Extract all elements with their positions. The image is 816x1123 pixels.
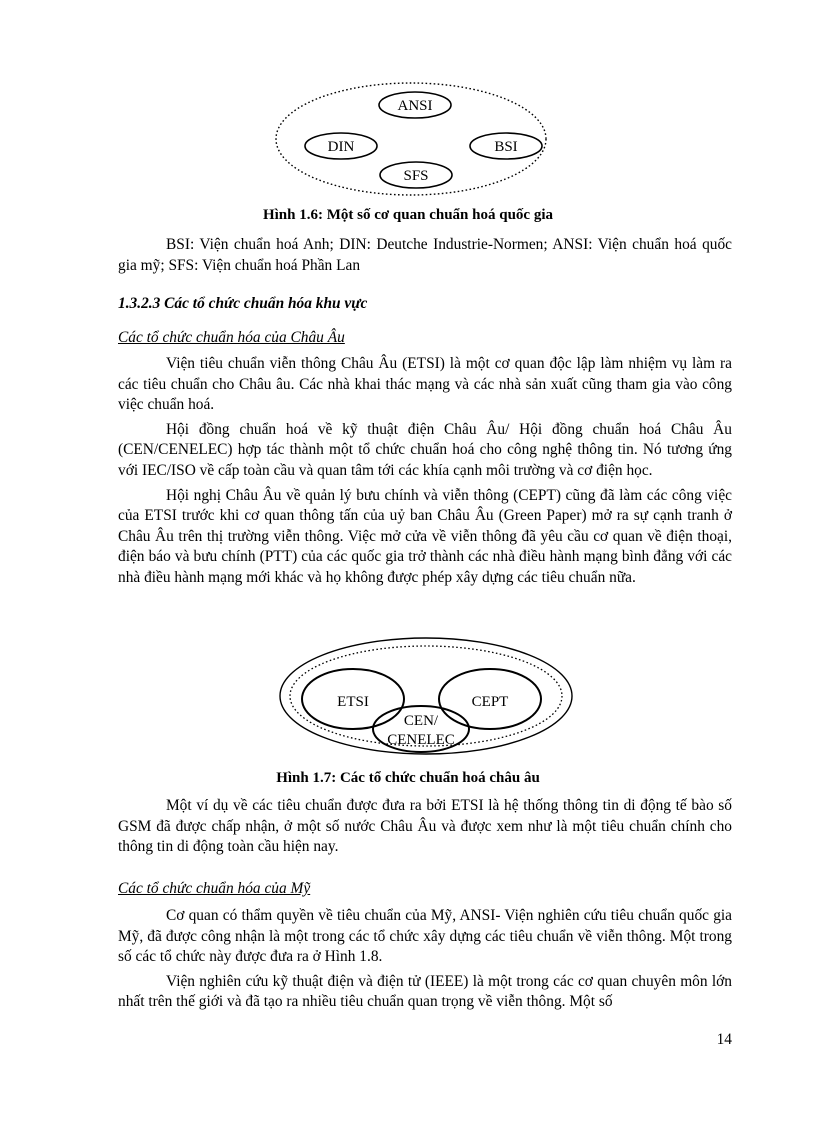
outer-ring-dotted bbox=[290, 646, 562, 746]
gsm-block bbox=[118, 796, 732, 858]
legend-block bbox=[118, 235, 732, 276]
cept-label: CEPT bbox=[471, 694, 509, 710]
legend-paragraph: BSI: Viện chuẩn hoá Anh; DIN: Deutche Industrie-Normen; ANSI: Viện chuẩn hoá quốc gia mỹ; SFS: Viện chuẩn hoá Phần Lan bbox=[118, 236, 732, 274]
usa-paragraph-2: Viện nghiên cứu kỹ thuật điện và điện tử (IEEE) là một trong các cơ quan chuyên môn lớn nhất trên thế giới và đã tạo ra nhiều tiêu chuẩn quan trọng về viễn thông. Một số bbox=[118, 972, 732, 1011]
europe-paragraph-1: Viện tiêu chuẩn viễn thông Châu Âu (ETSI) là một cơ quan độc lập làm nhiệm vụ làm ra các tiêu chuẩn cho Châu âu. Các nhà khai thác mạng và các nhà sản xuất cũng tham gia vào công việc chuẩn hoá. bbox=[118, 355, 732, 414]
usa-text-block bbox=[118, 906, 732, 1013]
europe-paragraph-2: Hội đồng chuẩn hoá về kỹ thuật điện Châu Âu/ Hội đồng chuẩn hoá Châu Âu (CEN/CENELEC) hợp tác thành một tổ chức chuẩn hoá cho công nghệ thông tin. Nó tương ứng với IEC/ISO về cấp toàn cầu và quan tâm tới các khía cạnh môi trường và cơ điện học. bbox=[118, 420, 732, 479]
etsi-label: ETSI bbox=[337, 694, 369, 710]
section-heading: 1.3.2.3 Các tổ chức chuẩn hóa khu vực bbox=[118, 295, 368, 312]
sfs-label: SFS bbox=[403, 168, 429, 184]
europe-text-block bbox=[118, 354, 732, 589]
cen-label-line-2: CENELEC bbox=[387, 732, 455, 748]
ansi-label: ANSI bbox=[397, 98, 433, 114]
page-number: 14 bbox=[716, 1031, 732, 1048]
figure-1-6-caption: Hình 1.6: Một số cơ quan chuẩn hoá quốc gia bbox=[262, 207, 554, 223]
usa-paragraph-1: Cơ quan có thẩm quyền về tiêu chuẩn của Mỹ, ANSI- Viện nghiên cứu tiêu chuẩn quốc gia Mỹ, đã được công nhận là một trong các tổ chức xây dựng các tiêu chuẩn về viễn thông. Một trong số các tổ chức này được đưa ra ở Hình 1.8. bbox=[118, 907, 732, 966]
usa-subheading: Các tổ chức chuẩn hóa của Mỹ bbox=[118, 880, 311, 897]
cen-label-line-1: CEN/ bbox=[403, 713, 439, 729]
figure-1-7-caption: Hình 1.7: Các tổ chức chuẩn hoá châu âu bbox=[276, 770, 540, 786]
bsi-label: BSI bbox=[494, 139, 518, 155]
figure-1-6-diagram bbox=[0, 80, 816, 205]
din-label: DIN bbox=[327, 139, 355, 155]
europe-paragraph-3: Hội nghị Châu Âu về quản lý bưu chính và viễn thông (CEPT) cũng đã làm các công việc của ETSI trước khi cơ quan thông tấn của uỷ ban Châu Âu (Green Paper) mở ra sự cạnh tranh ở Châu Âu trên thị trường viễn thông. Việc mở cửa về viễn thông đã yêu cầu cơ quan về điện thoại, điện báo và bưu chính (PTT) của các quốc gia trở thành các nhà điều hành mạng bình đẳng với các nhà điều hành mạng mới khác và họ không được phép xây dựng các tiêu chuẩn nữa. bbox=[118, 486, 732, 586]
europe-subheading: Các tổ chức chuẩn hóa của Châu Âu bbox=[118, 329, 345, 346]
figure-1-7-diagram bbox=[0, 638, 816, 758]
gsm-paragraph: Một ví dụ về các tiêu chuẩn được đưa ra bởi ETSI là hệ thống thông tin di động tế bào số GSM đã được chấp nhận, ở một số nước Châu Âu và được xem như là một tiêu chuẩn chính cho thông tin di động toàn cầu hiện nay. bbox=[118, 797, 732, 856]
